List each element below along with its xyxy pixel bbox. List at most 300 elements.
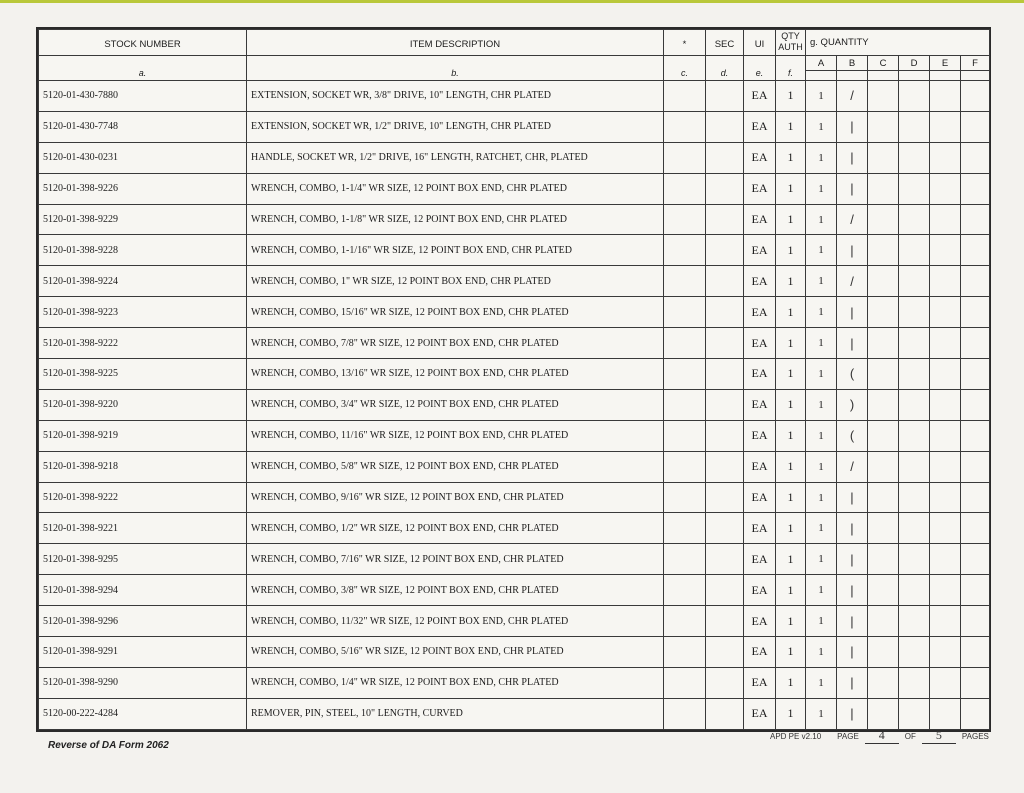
quantity-e-cell xyxy=(930,235,961,266)
stock-number-cell: 5120-01-398-9222 xyxy=(39,482,247,513)
quantity-a-cell: 1 xyxy=(806,575,837,606)
quantity-d-cell xyxy=(899,637,930,668)
qty-auth-cell: 1 xyxy=(776,204,806,235)
quantity-f-cell xyxy=(961,297,990,328)
quantity-f-cell xyxy=(961,637,990,668)
unit-of-issue-cell: EA xyxy=(744,698,776,729)
table-row xyxy=(39,667,990,698)
quantity-d-cell xyxy=(899,266,930,297)
quantity-c-cell xyxy=(868,235,899,266)
quantity-a-cell: 1 xyxy=(806,389,837,420)
item-description-cell: WRENCH, COMBO, 1-1/4" WR SIZE, 12 POINT BOX END, CHR PLATED xyxy=(247,173,664,204)
sec-cell xyxy=(706,606,744,637)
col-letter-f: f. xyxy=(776,56,806,81)
quantity-b-cell: | xyxy=(837,606,868,637)
quantity-e-cell xyxy=(930,513,961,544)
quantity-col-d: D xyxy=(899,56,930,71)
stock-number-header: STOCK NUMBER xyxy=(39,30,247,56)
item-description-header: ITEM DESCRIPTION xyxy=(247,30,664,56)
qty-auth-cell: 1 xyxy=(776,451,806,482)
unit-of-issue-cell: EA xyxy=(744,667,776,698)
qty-auth-cell: 1 xyxy=(776,81,806,112)
qty-auth-cell: 1 xyxy=(776,389,806,420)
quantity-e-cell xyxy=(930,544,961,575)
unit-of-issue-cell: EA xyxy=(744,451,776,482)
quantity-c-cell xyxy=(868,451,899,482)
sec-cell xyxy=(706,81,744,112)
quantity-d-cell xyxy=(899,451,930,482)
quantity-c-cell xyxy=(868,513,899,544)
quantity-a-cell: 1 xyxy=(806,513,837,544)
quantity-b-cell: | xyxy=(837,575,868,606)
unit-of-issue-cell: EA xyxy=(744,606,776,637)
quantity-d-cell xyxy=(899,513,930,544)
quantity-d-cell xyxy=(899,698,930,729)
item-description-cell: EXTENSION, SOCKET WR, 3/8" DRIVE, 10" LENGTH, CHR PLATED xyxy=(247,81,664,112)
table-row xyxy=(39,575,990,606)
quantity-a-cell: 1 xyxy=(806,328,837,359)
unit-of-issue-cell: EA xyxy=(744,575,776,606)
quantity-header: g. QUANTITY xyxy=(806,30,990,56)
qty-auth-cell: 1 xyxy=(776,328,806,359)
qty-auth-cell: 1 xyxy=(776,513,806,544)
stock-number-cell: 5120-01-398-9291 xyxy=(39,637,247,668)
stock-number-cell: 5120-01-398-9224 xyxy=(39,266,247,297)
quantity-b-cell: | xyxy=(837,637,868,668)
stock-number-cell: 5120-01-398-9218 xyxy=(39,451,247,482)
table-row xyxy=(39,637,990,668)
quantity-f-cell xyxy=(961,667,990,698)
qty-auth-cell: 1 xyxy=(776,482,806,513)
item-description-cell: WRENCH, COMBO, 5/8" WR SIZE, 12 POINT BOX END, CHR PLATED xyxy=(247,451,664,482)
star-cell xyxy=(664,81,706,112)
col-letter-e: e. xyxy=(744,56,776,81)
quantity-f-cell xyxy=(961,204,990,235)
sec-cell xyxy=(706,544,744,575)
star-cell xyxy=(664,389,706,420)
qty-auth-cell: 1 xyxy=(776,420,806,451)
stock-number-cell: 5120-01-398-9296 xyxy=(39,606,247,637)
quantity-c-cell xyxy=(868,297,899,328)
version-label: APD PE v2.10 xyxy=(770,732,822,741)
quantity-c-cell xyxy=(868,359,899,390)
star-cell xyxy=(664,544,706,575)
sec-cell xyxy=(706,389,744,420)
quantity-f-cell xyxy=(961,420,990,451)
quantity-b-cell: | xyxy=(837,667,868,698)
hand-receipt-table xyxy=(38,29,990,730)
sec-cell xyxy=(706,359,744,390)
quantity-e-cell xyxy=(930,111,961,142)
star-cell xyxy=(664,575,706,606)
stock-number-cell: 5120-01-398-9220 xyxy=(39,389,247,420)
quantity-b-cell: | xyxy=(837,111,868,142)
quantity-e-cell xyxy=(930,420,961,451)
unit-of-issue-cell: EA xyxy=(744,266,776,297)
page-label: PAGE xyxy=(837,732,859,741)
quantity-f-cell xyxy=(961,111,990,142)
unit-of-issue-cell: EA xyxy=(744,173,776,204)
table-row xyxy=(39,451,990,482)
star-cell xyxy=(664,513,706,544)
quantity-e-cell xyxy=(930,266,961,297)
sec-cell xyxy=(706,513,744,544)
quantity-d-cell xyxy=(899,389,930,420)
stock-number-cell: 5120-01-398-9226 xyxy=(39,173,247,204)
quantity-c-cell xyxy=(868,266,899,297)
quantity-c-cell xyxy=(868,667,899,698)
quantity-e-cell xyxy=(930,451,961,482)
sec-cell xyxy=(706,667,744,698)
quantity-f-cell xyxy=(961,359,990,390)
quantity-c-cell xyxy=(868,81,899,112)
item-description-cell: REMOVER, PIN, STEEL, 10" LENGTH, CURVED xyxy=(247,698,664,729)
quantity-b-cell: | xyxy=(837,297,868,328)
header-row-cols xyxy=(39,56,990,71)
star-cell xyxy=(664,266,706,297)
quantity-d-cell xyxy=(899,328,930,359)
quantity-c-cell xyxy=(868,173,899,204)
quantity-d-cell xyxy=(899,142,930,173)
quantity-f-cell xyxy=(961,235,990,266)
star-cell xyxy=(664,173,706,204)
quantity-d-cell xyxy=(899,575,930,606)
quantity-e-cell xyxy=(930,142,961,173)
quantity-c-cell xyxy=(868,544,899,575)
table-row xyxy=(39,606,990,637)
quantity-d-cell xyxy=(899,204,930,235)
stock-number-cell: 5120-01-398-9223 xyxy=(39,297,247,328)
sec-cell xyxy=(706,420,744,451)
item-description-cell: WRENCH, COMBO, 15/16" WR SIZE, 12 POINT BOX END, CHR PLATED xyxy=(247,297,664,328)
quantity-e-cell xyxy=(930,482,961,513)
col-letter-b: b. xyxy=(247,56,664,81)
item-description-cell: WRENCH, COMBO, 11/16" WR SIZE, 12 POINT BOX END, CHR PLATED xyxy=(247,420,664,451)
quantity-d-cell xyxy=(899,235,930,266)
quantity-c-cell xyxy=(868,111,899,142)
quantity-f-cell xyxy=(961,81,990,112)
stock-number-cell: 5120-00-222-4284 xyxy=(39,698,247,729)
page-number: 4 xyxy=(865,728,899,744)
pages-label: PAGES xyxy=(961,732,989,741)
table-row xyxy=(39,420,990,451)
form-name: Reverse of DA Form 2062 xyxy=(48,740,169,751)
unit-of-issue-cell: EA xyxy=(744,420,776,451)
quantity-d-cell xyxy=(899,359,930,390)
star-cell xyxy=(664,698,706,729)
quantity-e-cell xyxy=(930,204,961,235)
qty-auth-cell: 1 xyxy=(776,266,806,297)
col-letter-a: a. xyxy=(39,56,247,81)
table-row xyxy=(39,297,990,328)
qty-auth-cell: 1 xyxy=(776,575,806,606)
quantity-e-cell xyxy=(930,575,961,606)
qty-auth-cell: 1 xyxy=(776,235,806,266)
quantity-b-cell: | xyxy=(837,173,868,204)
quantity-f-cell xyxy=(961,482,990,513)
quantity-f-cell xyxy=(961,575,990,606)
ui-header: UI xyxy=(744,30,776,56)
quantity-e-cell xyxy=(930,667,961,698)
star-cell xyxy=(664,328,706,359)
stock-number-cell: 5120-01-398-9229 xyxy=(39,204,247,235)
item-description-cell: WRENCH, COMBO, 1-1/16" WR SIZE, 12 POINT BOX END, CHR PLATED xyxy=(247,235,664,266)
star-cell xyxy=(664,637,706,668)
quantity-f-cell xyxy=(961,544,990,575)
quantity-c-cell xyxy=(868,606,899,637)
quantity-a-cell: 1 xyxy=(806,297,837,328)
page-total: 5 xyxy=(922,728,956,744)
quantity-e-cell xyxy=(930,698,961,729)
quantity-d-cell xyxy=(899,81,930,112)
sec-cell xyxy=(706,297,744,328)
quantity-d-cell xyxy=(899,420,930,451)
hand-receipt-form xyxy=(36,27,991,732)
quantity-a-cell: 1 xyxy=(806,235,837,266)
qty-auth-cell: 1 xyxy=(776,359,806,390)
unit-of-issue-cell: EA xyxy=(744,235,776,266)
star-cell xyxy=(664,451,706,482)
sec-cell xyxy=(706,575,744,606)
quantity-c-cell xyxy=(868,637,899,668)
header-row-top xyxy=(39,30,990,56)
sec-cell xyxy=(706,328,744,359)
item-description-cell: WRENCH, COMBO, 9/16" WR SIZE, 12 POINT BOX END, CHR PLATED xyxy=(247,482,664,513)
table-row xyxy=(39,81,990,112)
table-row xyxy=(39,389,990,420)
star-cell xyxy=(664,359,706,390)
quantity-f-cell xyxy=(961,451,990,482)
quantity-a-cell: 1 xyxy=(806,81,837,112)
quantity-a-cell: 1 xyxy=(806,359,837,390)
page-footer xyxy=(770,728,989,744)
quantity-e-cell xyxy=(930,297,961,328)
quantity-e-cell xyxy=(930,359,961,390)
star-cell xyxy=(664,297,706,328)
quantity-a-cell: 1 xyxy=(806,637,837,668)
quantity-e-cell xyxy=(930,328,961,359)
quantity-a-cell: 1 xyxy=(806,204,837,235)
quantity-f-cell xyxy=(961,389,990,420)
quantity-f-cell xyxy=(961,266,990,297)
sec-cell xyxy=(706,142,744,173)
unit-of-issue-cell: EA xyxy=(744,204,776,235)
star-cell xyxy=(664,142,706,173)
sec-cell xyxy=(706,482,744,513)
quantity-d-cell xyxy=(899,667,930,698)
quantity-b-sub xyxy=(837,71,868,81)
quantity-e-cell xyxy=(930,389,961,420)
quantity-a-cell: 1 xyxy=(806,667,837,698)
table-row xyxy=(39,142,990,173)
stock-number-cell: 5120-01-398-9294 xyxy=(39,575,247,606)
quantity-d-cell xyxy=(899,173,930,204)
item-description-cell: WRENCH, COMBO, 1" WR SIZE, 12 POINT BOX END, CHR PLATED xyxy=(247,266,664,297)
col-letter-c: c. xyxy=(664,56,706,81)
quantity-b-cell: ) xyxy=(837,389,868,420)
star-cell xyxy=(664,667,706,698)
table-row xyxy=(39,173,990,204)
quantity-b-cell: | xyxy=(837,544,868,575)
quantity-c-cell xyxy=(868,482,899,513)
sec-cell xyxy=(706,111,744,142)
quantity-b-cell: / xyxy=(837,81,868,112)
table-row xyxy=(39,359,990,390)
unit-of-issue-cell: EA xyxy=(744,81,776,112)
quantity-c-cell xyxy=(868,328,899,359)
quantity-c-cell xyxy=(868,389,899,420)
stock-number-cell: 5120-01-398-9221 xyxy=(39,513,247,544)
quantity-f-cell xyxy=(961,513,990,544)
quantity-b-cell: | xyxy=(837,698,868,729)
qty-auth-cell: 1 xyxy=(776,667,806,698)
item-description-cell: WRENCH, COMBO, 11/32" WR SIZE, 12 POINT BOX END, CHR PLATED xyxy=(247,606,664,637)
sec-cell xyxy=(706,451,744,482)
quantity-a-cell: 1 xyxy=(806,482,837,513)
qty-auth-cell: 1 xyxy=(776,297,806,328)
quantity-b-cell: ( xyxy=(837,359,868,390)
quantity-b-cell: | xyxy=(837,235,868,266)
sec-cell xyxy=(706,637,744,668)
star-cell xyxy=(664,420,706,451)
sec-cell xyxy=(706,266,744,297)
quantity-f-cell xyxy=(961,606,990,637)
table-row xyxy=(39,544,990,575)
star-cell xyxy=(664,111,706,142)
star-cell xyxy=(664,204,706,235)
quantity-col-e: E xyxy=(930,56,961,71)
unit-of-issue-cell: EA xyxy=(744,297,776,328)
unit-of-issue-cell: EA xyxy=(744,142,776,173)
qty-auth-cell: 1 xyxy=(776,173,806,204)
unit-of-issue-cell: EA xyxy=(744,544,776,575)
col-letter-d: d. xyxy=(706,56,744,81)
item-description-cell: WRENCH, COMBO, 7/16" WR SIZE, 12 POINT BOX END, CHR PLATED xyxy=(247,544,664,575)
quantity-c-sub xyxy=(868,71,899,81)
item-description-cell: WRENCH, COMBO, 5/16" WR SIZE, 12 POINT BOX END, CHR PLATED xyxy=(247,637,664,668)
quantity-a-cell: 1 xyxy=(806,111,837,142)
item-description-cell: HANDLE, SOCKET WR, 1/2" DRIVE, 16" LENGTH, RATCHET, CHR, PLATED xyxy=(247,142,664,173)
sec-cell xyxy=(706,173,744,204)
unit-of-issue-cell: EA xyxy=(744,328,776,359)
quantity-b-cell: | xyxy=(837,513,868,544)
quantity-b-cell: | xyxy=(837,482,868,513)
unit-of-issue-cell: EA xyxy=(744,389,776,420)
stock-number-cell: 5120-01-398-9295 xyxy=(39,544,247,575)
quantity-f-cell xyxy=(961,173,990,204)
quantity-a-cell: 1 xyxy=(806,173,837,204)
quantity-b-cell: ( xyxy=(837,420,868,451)
quantity-a-sub xyxy=(806,71,837,81)
item-description-cell: WRENCH, COMBO, 1/2" WR SIZE, 12 POINT BOX END, CHR PLATED xyxy=(247,513,664,544)
quantity-d-cell xyxy=(899,297,930,328)
qty-auth-header: QTY AUTH xyxy=(776,30,806,56)
quantity-d-cell xyxy=(899,111,930,142)
item-description-cell: WRENCH, COMBO, 3/4" WR SIZE, 12 POINT BOX END, CHR PLATED xyxy=(247,389,664,420)
item-description-cell: WRENCH, COMBO, 13/16" WR SIZE, 12 POINT BOX END, CHR PLATED xyxy=(247,359,664,390)
quantity-b-cell: / xyxy=(837,266,868,297)
qty-auth-cell: 1 xyxy=(776,544,806,575)
quantity-a-cell: 1 xyxy=(806,606,837,637)
quantity-e-cell xyxy=(930,606,961,637)
quantity-a-cell: 1 xyxy=(806,142,837,173)
sec-cell xyxy=(706,204,744,235)
quantity-d-sub xyxy=(899,71,930,81)
star-cell xyxy=(664,606,706,637)
quantity-e-sub xyxy=(930,71,961,81)
quantity-c-cell xyxy=(868,698,899,729)
stock-number-cell: 5120-01-430-0231 xyxy=(39,142,247,173)
quantity-b-cell: / xyxy=(837,204,868,235)
quantity-f-cell xyxy=(961,142,990,173)
table-row xyxy=(39,111,990,142)
quantity-c-cell xyxy=(868,204,899,235)
qty-auth-cell: 1 xyxy=(776,111,806,142)
item-description-cell: EXTENSION, SOCKET WR, 1/2" DRIVE, 10" LENGTH, CHR PLATED xyxy=(247,111,664,142)
top-edge-line xyxy=(0,0,1024,3)
star-header: * xyxy=(664,30,706,56)
quantity-d-cell xyxy=(899,606,930,637)
quantity-d-cell xyxy=(899,482,930,513)
quantity-f-cell xyxy=(961,698,990,729)
quantity-c-cell xyxy=(868,575,899,606)
unit-of-issue-cell: EA xyxy=(744,111,776,142)
stock-number-cell: 5120-01-430-7880 xyxy=(39,81,247,112)
table-row xyxy=(39,204,990,235)
quantity-a-cell: 1 xyxy=(806,544,837,575)
table-row xyxy=(39,513,990,544)
quantity-e-cell xyxy=(930,637,961,668)
table-row xyxy=(39,235,990,266)
quantity-e-cell xyxy=(930,173,961,204)
quantity-d-cell xyxy=(899,544,930,575)
quantity-col-a: A xyxy=(806,56,837,71)
table-row xyxy=(39,328,990,359)
qty-auth-cell: 1 xyxy=(776,606,806,637)
quantity-a-cell: 1 xyxy=(806,698,837,729)
item-description-cell: WRENCH, COMBO, 1-1/8" WR SIZE, 12 POINT BOX END, CHR PLATED xyxy=(247,204,664,235)
qty-auth-cell: 1 xyxy=(776,142,806,173)
stock-number-cell: 5120-01-398-9222 xyxy=(39,328,247,359)
quantity-f-cell xyxy=(961,328,990,359)
item-description-cell: WRENCH, COMBO, 3/8" WR SIZE, 12 POINT BOX END, CHR PLATED xyxy=(247,575,664,606)
item-rows xyxy=(39,81,990,730)
stock-number-cell: 5120-01-398-9225 xyxy=(39,359,247,390)
star-cell xyxy=(664,235,706,266)
quantity-f-sub xyxy=(961,71,990,81)
of-label: OF xyxy=(904,732,916,741)
unit-of-issue-cell: EA xyxy=(744,359,776,390)
stock-number-cell: 5120-01-398-9219 xyxy=(39,420,247,451)
unit-of-issue-cell: EA xyxy=(744,513,776,544)
item-description-cell: WRENCH, COMBO, 7/8" WR SIZE, 12 POINT BOX END, CHR PLATED xyxy=(247,328,664,359)
quantity-b-cell: / xyxy=(837,451,868,482)
quantity-b-cell: | xyxy=(837,142,868,173)
quantity-a-cell: 1 xyxy=(806,266,837,297)
quantity-col-b: B xyxy=(837,56,868,71)
sec-cell xyxy=(706,235,744,266)
qty-auth-cell: 1 xyxy=(776,698,806,729)
table-row xyxy=(39,266,990,297)
quantity-c-cell xyxy=(868,420,899,451)
quantity-col-f: F xyxy=(961,56,990,71)
stock-number-cell: 5120-01-398-9228 xyxy=(39,235,247,266)
quantity-a-cell: 1 xyxy=(806,420,837,451)
quantity-col-c: C xyxy=(868,56,899,71)
item-description-cell: WRENCH, COMBO, 1/4" WR SIZE, 12 POINT BOX END, CHR PLATED xyxy=(247,667,664,698)
stock-number-cell: 5120-01-398-9290 xyxy=(39,667,247,698)
table-row xyxy=(39,482,990,513)
